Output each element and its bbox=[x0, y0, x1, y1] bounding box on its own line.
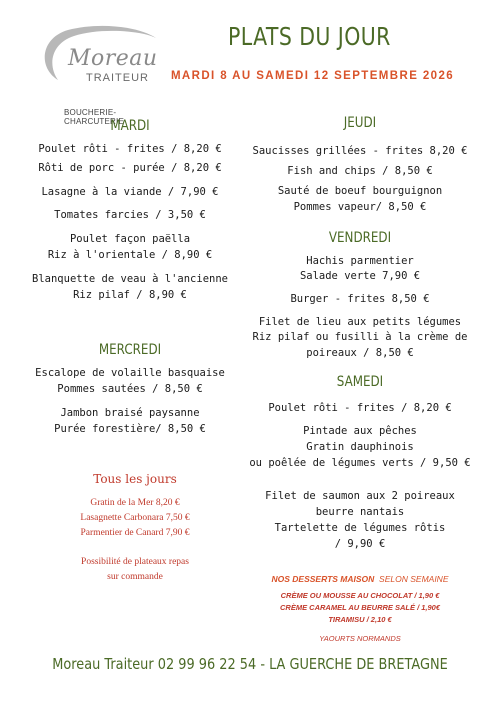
plateaux-note: sur commande bbox=[107, 572, 163, 582]
dish-item: poireaux / 8,50 € bbox=[306, 347, 414, 359]
dish-item: Tomates farcies / 3,50 € bbox=[54, 209, 206, 221]
dessert-item: CRÈME CARAMEL AU BEURRE SALÉ / 1,90€ bbox=[279, 603, 441, 612]
dish-item: Riz pilaf / 8,90 € bbox=[73, 289, 187, 301]
dish-item: Blanquette de veau à l'ancienne bbox=[32, 273, 228, 285]
dish-item: Fish and chips / 8,50 € bbox=[287, 165, 433, 177]
dish-item: Saucisses grillées - frites 8,20 € bbox=[252, 145, 468, 157]
dish-item: Gratin dauphinois bbox=[306, 441, 414, 453]
dish-item: Riz à l'orientale / 8,90 € bbox=[47, 249, 213, 261]
dish-item: ou poêlée de légumes verts / 9,50 € bbox=[249, 457, 471, 469]
tous-les-jours-item: Lasagnette Carbonara 7,50 € bbox=[80, 513, 190, 523]
dish-item: Pintade aux pêches bbox=[303, 425, 417, 437]
dessert-item: CRÈME OU MOUSSE AU CHOCOLAT / 1,90 € bbox=[280, 591, 440, 600]
dish-item: Escalope de volaille basquaise bbox=[35, 367, 225, 379]
dish-item: Purée forestière/ 8,50 € bbox=[54, 423, 206, 435]
dish-item: Sauté de boeuf bourguignon bbox=[277, 185, 443, 197]
dish-item: Pommes sautées / 8,50 € bbox=[57, 383, 203, 395]
date-range: MARDI 8 AU SAMEDI 12 SEPTEMBRE 2026 bbox=[170, 70, 455, 82]
brand-sub: TRAITEUR bbox=[86, 72, 149, 84]
brand-name: Moreau bbox=[68, 46, 158, 71]
day-heading-mardi: MARDI bbox=[110, 118, 150, 134]
desserts-heading bbox=[250, 574, 470, 584]
day-heading-samedi: SAMEDI bbox=[336, 374, 384, 390]
dish-item: Poulet rôti - frites / 8,20 € bbox=[268, 402, 452, 414]
dish-item: Lasagne à la viande / 7,90 € bbox=[41, 186, 219, 198]
dish-item: Filet de saumon aux 2 poireaux bbox=[265, 490, 455, 502]
dish-item: beurre nantais bbox=[315, 506, 405, 518]
dish-item: Pommes vapeur/ 8,50 € bbox=[293, 201, 427, 213]
left-column bbox=[20, 0, 240, 707]
brand-tagline: BOUCHERIE-CHARCUTERIE bbox=[64, 108, 124, 126]
dish-item: Poulet façon paëlla bbox=[69, 233, 191, 245]
dish-item: Tartelette de légumes rôtis bbox=[274, 522, 446, 534]
dish-item: Salade verte 7,90 € bbox=[299, 270, 421, 282]
dessert-item: TIRAMISU / 2,10 € bbox=[328, 615, 392, 624]
page-title: PLATS DU JOUR bbox=[228, 22, 391, 51]
dish-item: Filet de lieu aux petits légumes bbox=[258, 316, 462, 328]
dish-item: Jambon braisé paysanne bbox=[60, 407, 200, 419]
dish-item: / 9,90 € bbox=[334, 538, 386, 550]
tous-les-jours-item: Parmentier de Canard 7,90 € bbox=[80, 528, 190, 538]
desserts-subtitle: SELON SEMAINE bbox=[379, 574, 449, 584]
plateaux-note: Possibilité de plateaux repas bbox=[81, 557, 189, 567]
day-heading-vendredi: VENDREDI bbox=[328, 230, 392, 246]
dish-item: Hachis parmentier bbox=[306, 255, 414, 267]
tous-les-jours-title: Tous les jours bbox=[93, 472, 177, 486]
footer-contact: Moreau Traiteur 02 99 96 22 54 - LA GUERCHE DE BRETAGNE bbox=[52, 655, 448, 673]
dish-item: Poulet rôti - frites / 8,20 € bbox=[38, 143, 222, 155]
dish-item: Burger - frites 8,50 € bbox=[290, 293, 430, 305]
day-heading-jeudi: JEUDI bbox=[343, 115, 377, 131]
right-column bbox=[240, 0, 480, 707]
desserts-title: NOS DESSERTS MAISON bbox=[271, 574, 375, 584]
dish-item: Riz pilaf ou fusilli à la crème de bbox=[252, 331, 468, 343]
tous-les-jours-item: Gratin de la Mer 8,20 € bbox=[90, 498, 180, 508]
day-heading-mercredi: MERCREDI bbox=[98, 342, 162, 358]
dish-item: Rôti de porc - purée / 8,20 € bbox=[38, 162, 222, 174]
dessert-footnote: YAOURTS NORMANDS bbox=[319, 634, 401, 643]
